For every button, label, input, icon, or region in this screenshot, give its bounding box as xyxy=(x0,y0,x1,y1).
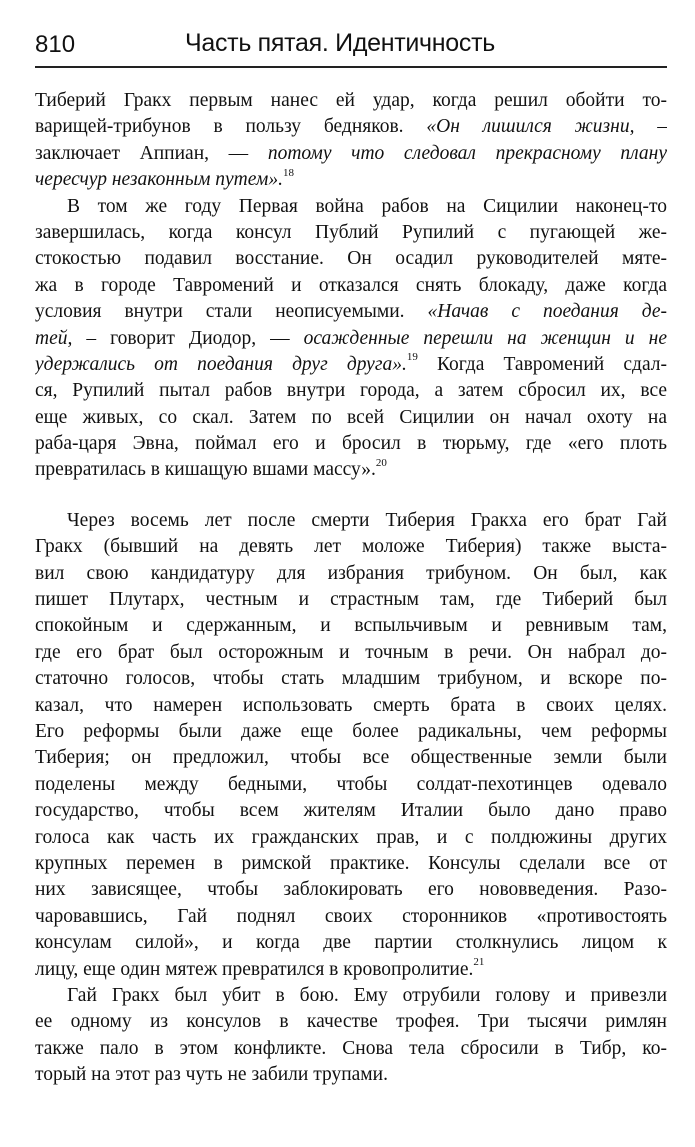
text-line: чересчур незаконным путем».$^{18}$ xyxy=(35,167,294,191)
text-line: консулам силой», и когда две партии столкнулись лицом к xyxy=(35,932,667,954)
text-line: торый на этот раз чуть не забили трупами. xyxy=(35,1064,388,1086)
text-line: Его реформы были даже еще более радикальны, чем реформы xyxy=(35,720,667,742)
footnote-ref: 18 xyxy=(283,167,294,179)
body-text xyxy=(35,88,667,1088)
text-line: Гракх (бывший на девять лет моложе Тиберия) также выста- xyxy=(35,536,667,558)
text-line: вил свою кандидатуру для избрания трибуном. Он был, как xyxy=(35,562,667,584)
text-line: Через восемь лет после смерти Тиберия Гракха его брат Гай xyxy=(67,509,667,531)
running-title: Часть пятая. Идентичность xyxy=(185,29,495,57)
text-line: ся, Рупилий пытал рабов внутри города, а затем сбросил их, все xyxy=(35,380,667,402)
text-line: В том же году Первая война рабов на Сицилии наконец-то xyxy=(67,195,667,217)
text-line: стокостью подавил восстание. Он осадил руководителей мяте- xyxy=(35,248,667,270)
text-line: раба-царя Эвна, поймал его и бросил в тюрьму, где «его плоть xyxy=(35,433,667,455)
footnote-ref: 19 xyxy=(406,351,418,364)
text-line: спокойным и сдержанным, и вспыльчивым и ревнивым там, xyxy=(35,615,667,637)
footnote-ref: 21 xyxy=(473,956,485,968)
text-line: них зависящее, чтобы заблокировать его нововведения. Разо- xyxy=(35,879,667,901)
text-line: тей, – говорит Диодор, — осажденные перешли на женщин и не xyxy=(35,327,667,349)
text-line: Гай Гракх был убит в бою. Ему отрубили голову и привезли xyxy=(67,984,667,1006)
text-line: лицу, еще один мятеж превратился в кровопролитие.$^{21}$ xyxy=(35,956,485,980)
text-line: Тиберия; он предложил, чтобы все общественные земли были xyxy=(35,747,667,769)
text-line: крупных перемен в римской практике. Консулы сделали все от xyxy=(35,852,667,874)
section-break xyxy=(35,484,667,508)
text-line: ее одному из консулов в качестве трофея. Три тысячи римлян xyxy=(35,1011,667,1033)
text-line: казал, что намерен использовать смерть брата в своих целях. xyxy=(35,694,667,716)
text-line: чаровавшись, Гай поднял своих сторонников «противостоять xyxy=(35,905,667,927)
text-line: пишет Плутарх, честным и страстным там, где Тиберий был xyxy=(35,589,667,611)
text-line: варищей-трибунов в пользу бедняков. «Он лишился жизни, – xyxy=(35,116,667,138)
text-line: еще живых, со скал. Затем по всей Сицилии он начал охоту на xyxy=(35,406,667,428)
text-line: удержались от поедания друг друга».$^{19}$ Когда Тавромений сдал- xyxy=(35,351,667,375)
text-line: превратилась в кишащую вшами массу».$^{20}$ xyxy=(35,457,387,481)
page-header xyxy=(35,26,667,68)
text-line: условия внутри стали неописуемыми. «Начав с поедания де- xyxy=(35,301,667,323)
text-line: статочно голосов, чтобы стать младшим трибуном, и вскоре по- xyxy=(35,668,667,690)
footnote-ref: 20 xyxy=(375,457,387,469)
text-line: заключает Аппиан, — потому что следовал прекрасному плану xyxy=(35,142,667,164)
text-line: жа в городе Тавромений и отказался снять блокаду, даже когда xyxy=(35,274,667,296)
text-line: где его брат был осторожным и точным в речи. Он набрал до- xyxy=(35,641,667,663)
text-line: Тиберий Гракх первым нанес ей удар, когда решил обойти то- xyxy=(35,90,667,111)
text-line: также пало в этом конфликте. Снова тела сбросили в Тибр, ко- xyxy=(35,1037,667,1059)
text-line: поделены между бедными, чтобы солдат-пехотинцев одевало xyxy=(35,773,667,795)
text-line: государство, чтобы всем жителям Италии было дано право xyxy=(35,800,667,822)
text-line: голоса как часть их гражданских прав, и с полдюжины других xyxy=(35,826,667,848)
text-line: завершилась, когда консул Публий Рупилий с пугающей же- xyxy=(35,221,667,243)
page-number: 810 xyxy=(35,31,76,58)
